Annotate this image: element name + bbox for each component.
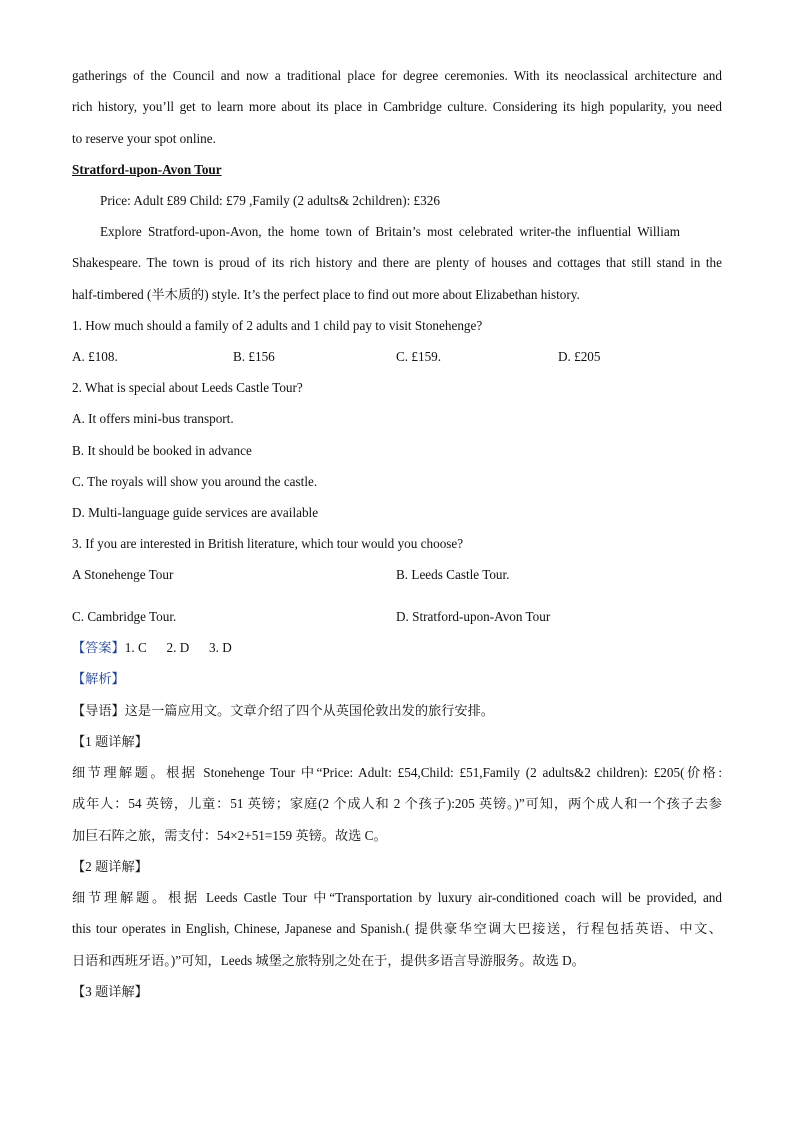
stratford-title: Stratford-upon-Avon Tour [72, 162, 222, 177]
answer-value: 1. C 2. D 3. D [124, 640, 232, 655]
q1-option-b: B. £156 [233, 349, 275, 364]
detail-1-line: 细节理解题。根据 Stonehenge Tour 中“Price: Adult: £54,Child: £51,Family (2 adults&2 children): £205(价格: [72, 765, 722, 780]
q1-option-c: C. £159. [396, 349, 442, 364]
question-1: 1. How much should a family of 2 adults and 1 child pay to visit Stonehenge? [72, 318, 483, 333]
detail-2-line: 日语和西班牙语。)”可知，Leeds 城堡之旅特别之处在于，提供多语言导游服务。故选 D。 [72, 953, 585, 968]
q1-option-a: A. £108. [72, 349, 118, 364]
q3-option-b: B. Leeds Castle Tour. [396, 567, 510, 582]
detail-2-label: 【2 题详解】 [72, 859, 148, 874]
detail-1-label: 【1 题详解】 [72, 734, 148, 749]
q2-option-a: A. It offers mini-bus transport. [72, 411, 234, 426]
answer-row [72, 639, 232, 657]
intro-line: gatherings of the Council and now a traditional place for degree ceremonies. With its neoclassical architecture and [72, 68, 722, 83]
guide-row [72, 702, 494, 720]
detail-2-line: this tour operates in English, Chinese, Japanese and Spanish.( 提供豪华空调大巴接送，行程包括英语、中文、 [72, 921, 722, 936]
q1-option-d: D. £205 [558, 349, 601, 364]
intro-line: rich history, you’ll get to learn more about its place in Cambridge culture. Considering its high popularity, you need [72, 99, 722, 114]
q2-option-c: C. The royals will show you around the castle. [72, 474, 318, 489]
q2-option-b: B. It should be booked in advance [72, 443, 252, 458]
guide-text: 这是一篇应用文。文章介绍了四个从英国伦敦出发的旅行安排。 [124, 703, 494, 718]
q3-option-a: A Stonehenge Tour [72, 567, 174, 582]
analysis-label: 【解析】 [72, 671, 125, 686]
detail-2-line: 细节理解题。根据 Leeds Castle Tour 中“Transportation by luxury air-conditioned coach will be provided, and [72, 890, 722, 905]
stratford-desc-line: half-timbered (半木质的) style. It’s the perfect place to find out more about Elizabethan history. [72, 287, 580, 302]
detail-1-line: 加巨石阵之旅，需支付：54×2+51=159 英镑。故选 C。 [72, 828, 387, 843]
intro-line: to reserve your spot online. [72, 131, 216, 146]
stratford-desc-line: Explore Stratford-upon-Avon, the home town of Britain’s most celebrated writer-the influential William [100, 224, 680, 239]
q2-option-d: D. Multi-language guide services are available [72, 505, 319, 520]
q3-option-c: C. Cambridge Tour. [72, 609, 177, 624]
detail-3-label: 【3 题详解】 [72, 984, 148, 999]
detail-1-line: 成年人：54 英镑，儿童：51 英镑；家庭(2 个成人和 2 个孩子):205 英镑。)”可知，两个成人和一个孩子去参 [72, 796, 722, 811]
q3-option-d: D. Stratford-upon-Avon Tour [396, 609, 551, 624]
answer-label: 【答案】 [72, 640, 125, 655]
stratford-price: Price: Adult £89 Child: £79 ,Family (2 adults& 2children): £326 [100, 193, 440, 208]
stratford-desc-line: Shakespeare. The town is proud of its rich history and there are plenty of houses and cottages that still stand in the [72, 255, 722, 270]
question-2: 2. What is special about Leeds Castle Tour? [72, 380, 303, 395]
question-3: 3. If you are interested in British literature, which tour would you choose? [72, 536, 464, 551]
guide-label: 【导语】 [72, 703, 125, 718]
